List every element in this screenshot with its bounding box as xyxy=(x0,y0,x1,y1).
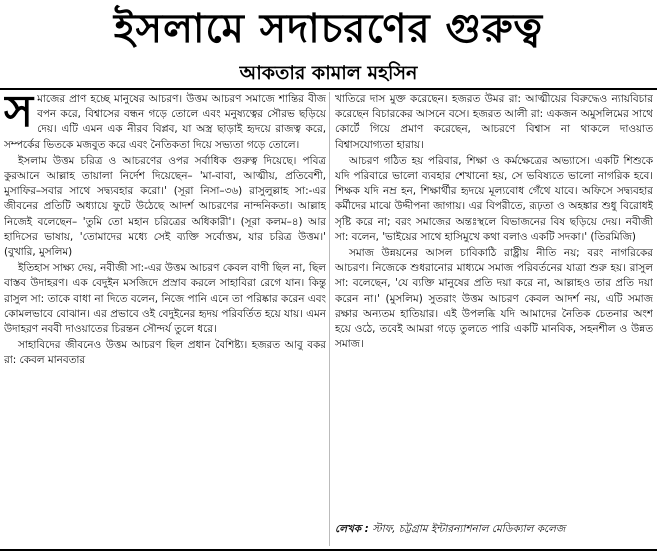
author-note-label: লেখক : xyxy=(335,523,369,535)
headline: ইসলামে সদাচরণের গুরুত্ব xyxy=(113,5,544,52)
dropcap: স xyxy=(4,92,34,137)
paragraph: আচরণ গঠিত হয় পরিবার, শিক্ষা ও কর্মক্ষেত্রের অভ্যাসে। একটি শিশুকে যদি পরিবারে ভালো ব্যবহার শেখানো হয়, সে ভবিষ্যতে ভালো নাগরিক হবে। শিক্ষক যদি নম্র হন, শিক্ষার্থীর হৃদয়ে মূল্যবোধ গেঁথে যাবে। অফিসে সদ্ব্যবহার কর্মীদের মাঝে উদ্দীপনা জাগায়। এর বিপরীতে, রূঢ়তা ও অহঙ্কার শুধু বিরোধই সৃষ্টি করে না; বরং সমাজের অন্তঃস্থলে বিভাজনের বিষ ছড়িয়ে দেয়। নবীজী সা: বলেন, 'ভাইয়ের সাথে হাসিমুখে কথা বলাও একটি সদকা।' (তিরমিজি) xyxy=(335,154,653,243)
paragraph xyxy=(4,92,326,153)
paragraph: ইসলাম উত্তম চরিত্র ও আচরণের ওপর সর্বাধিক গুরুত্ব দিয়েছে। পবিত্র কুরআনে আল্লাহ তায়ালা নির্দেশ দিয়েছেন– 'মা-বাবা, আত্মীয়, প্রতিবেশী, মুসাফির–সবার সাথে সদ্ব্যবহার করো।' (সূরা নিসা–৩৬) রাসুলুল্লাহ সা:-এর জীবনের প্রতিটি অধ্যায়ে ফুটে উঠেছে আদর্শ আচরণের নান্দনিকতা। আল্লাহ নিজেই বলেছেন– 'তুমি তো মহান চরিত্রের অধিকারী'। (সূরা কলম–৪) আর হাদিসের ভাষায়, 'তোমাদের মধ্যে সেই ব্যক্তি সর্বোত্তম, যার চরিত্র উত্তম।' (বুখারি, মুসলিম) xyxy=(4,154,326,259)
paragraph-text: মাজের প্রাণ হচ্ছে মানুষের আচরণ। উত্তম আচরণ সমাজে শান্তির বীজ বপন করে, বিশ্বাসের বন্ধন গড়ে তোলে এবং মনুষ্যত্বের সৌরভ ছড়িয়ে দেয়। এটি এমন এক নীরব বিপ্লব, যা অস্ত্র ছাড়াই হৃদয়ে রাজত্ব করে, সম্পর্কের ভিতকে মজবুত করে এবং নৈতিকতা দিয়ে সভ্যতা গড়ে তোলে। xyxy=(4,93,326,151)
paragraph: সাহাবিদের জীবনেও উত্তম আচরণ ছিল প্রধান বৈশিষ্ট্য। হজরত আবু বকর রা: কেবল মানবতার xyxy=(4,339,326,367)
byline: আকতার কামাল মহসিন xyxy=(239,62,418,84)
top-rule xyxy=(0,88,657,90)
paragraph: খাতিরে দাস মুক্ত করেছেন। হজরত উমর রা: আত্মীয়ের বিরুদ্ধেও ন্যায়বিচার করেছেন বিচারকের আসনে বসে। হজরত আলী রা: একজন অমুসলিমের সাথে কোর্টে গিয়ে প্রমাণ করেছেন, আচরণে বিশ্বাস না থাকলে দাওয়াত বিশ্বাসযোগ্যতা হারায়। xyxy=(335,93,653,151)
right-column xyxy=(335,92,653,546)
column-divider xyxy=(329,92,330,546)
left-column xyxy=(4,92,326,546)
paragraph: সমাজ উন্নয়নের আসল চাবিকাঠি রাষ্ট্রীয় নীতি নয়; বরং নাগরিকের আচরণ। নিজেকে শুধরানোর মাধ্যমে সমাজ পরিবর্তনের যাত্রা শুরু হয়। রাসুল সা: বলেছেন, 'যে ব্যক্তি মানুষের প্রতি দয়া করে না, আল্লাহও তার প্রতি দয়া করেন না।' (মুসলিম) সুতরাং উত্তম আচরণ কেবল আদর্শ নয়, এটি সমাজ রক্ষার অন্যতম হাতিয়ার। এই উপলব্ধি যদি আমাদের নৈতিক চেতনার অংশ হয়ে ওঠে, তবেই আমরা গড়ে তুলতে পারি একটি মানবিক, সহনশীল ও উন্নত সমাজ। xyxy=(335,247,653,351)
author-note-text: স্টাফ, চট্টগ্রাম ইন্টারন্যাশনাল মেডিক্যাল কলেজ xyxy=(372,523,566,535)
author-note xyxy=(335,522,653,537)
bottom-rule xyxy=(0,549,657,551)
paragraph: ইতিহাস সাক্ষ্য দেয়, নবীজী সা:-এর উত্তম আচরণ কেবল বাণী ছিল না, ছিল বাস্তব উদাহরণ। এক বেদুইন মসজিদে প্রস্রাব করলে সাহাবিরা রেগে যান। কিন্তু রাসুল সা: তাকে বাধা না দিতে বলেন, নিজে পানি এনে তা পরিষ্কার করেন এবং কোমলভাবে বোঝান। এর প্রভাবে ওই বেদুইনের হৃদয় পরিবর্তিত হয়ে যায়। এমন উদাহরণ নববী দাওয়াতের চিরন্তন সৌন্দর্য তুলে ধরে। xyxy=(4,262,326,336)
